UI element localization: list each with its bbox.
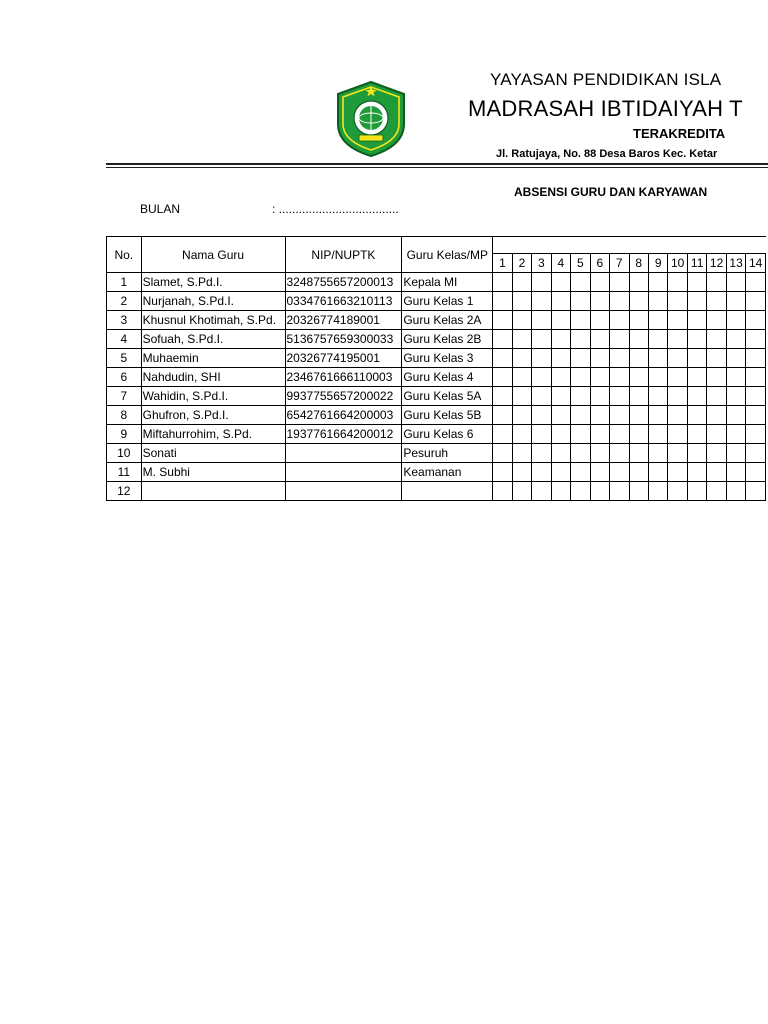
attendance-cell <box>707 387 726 406</box>
attendance-cell <box>707 444 726 463</box>
attendance-cell <box>629 387 648 406</box>
row-number: 8 <box>107 406 142 425</box>
attendance-cell <box>629 463 648 482</box>
month-value: : .................................... <box>272 202 399 216</box>
attendance-cell <box>746 368 766 387</box>
attendance-cell <box>512 273 531 292</box>
attendance-cell <box>532 444 551 463</box>
attendance-cell <box>493 273 512 292</box>
teacher-name: Ghufron, S.Pd.I. <box>141 406 285 425</box>
attendance-cell <box>629 406 648 425</box>
attendance-cell <box>551 444 570 463</box>
attendance-cell <box>629 273 648 292</box>
row-number: 9 <box>107 425 142 444</box>
attendance-cell <box>512 292 531 311</box>
attendance-cell <box>629 292 648 311</box>
attendance-cell <box>687 273 706 292</box>
table-row <box>107 482 766 501</box>
month-label: BULAN <box>140 202 181 216</box>
attendance-cell <box>648 406 667 425</box>
attendance-cell <box>571 311 590 330</box>
teacher-role: Guru Kelas 6 <box>402 425 493 444</box>
org-foundation-name: YAYASAN PENDIDIKAN ISLA <box>490 70 722 89</box>
attendance-cell <box>726 273 745 292</box>
attendance-cell <box>493 311 512 330</box>
attendance-cell <box>532 463 551 482</box>
attendance-cell <box>590 463 609 482</box>
table-row <box>107 368 766 387</box>
attendance-cell <box>726 387 745 406</box>
attendance-cell <box>687 368 706 387</box>
attendance-cell <box>571 349 590 368</box>
attendance-cell <box>668 425 687 444</box>
attendance-cell <box>687 406 706 425</box>
row-number: 10 <box>107 444 142 463</box>
attendance-cell <box>571 425 590 444</box>
attendance-cell <box>746 330 766 349</box>
attendance-cell <box>707 463 726 482</box>
attendance-cell <box>551 406 570 425</box>
attendance-cell <box>610 425 629 444</box>
attendance-cell <box>726 330 745 349</box>
column-header-name: Nama Guru <box>141 237 285 273</box>
table-row <box>107 444 766 463</box>
table-row <box>107 406 766 425</box>
table-row <box>107 311 766 330</box>
attendance-cell <box>493 463 512 482</box>
attendance-cell <box>493 387 512 406</box>
attendance-cell <box>590 330 609 349</box>
attendance-cell <box>493 406 512 425</box>
attendance-cell <box>571 444 590 463</box>
column-header-no: No. <box>107 237 142 273</box>
attendance-cell <box>493 425 512 444</box>
attendance-cell <box>687 349 706 368</box>
attendance-cell <box>707 425 726 444</box>
day-header-9: 9 <box>648 254 667 273</box>
attendance-cell <box>726 292 745 311</box>
nip-nuptk <box>285 463 402 482</box>
attendance-cell <box>512 349 531 368</box>
attendance-cell <box>493 330 512 349</box>
table-row <box>107 463 766 482</box>
teacher-name: M. Subhi <box>141 463 285 482</box>
attendance-cell <box>668 406 687 425</box>
attendance-cell <box>707 311 726 330</box>
attendance-cell <box>551 273 570 292</box>
nip-nuptk: 5136757659300033 <box>285 330 402 349</box>
attendance-cell <box>590 444 609 463</box>
attendance-cell <box>648 368 667 387</box>
attendance-cell <box>707 406 726 425</box>
attendance-cell <box>590 482 609 501</box>
teacher-role: Kepala MI <box>402 273 493 292</box>
attendance-cell <box>687 444 706 463</box>
attendance-cell <box>726 463 745 482</box>
attendance-cell <box>590 292 609 311</box>
attendance-cell <box>648 292 667 311</box>
nip-nuptk <box>285 444 402 463</box>
attendance-cell <box>726 311 745 330</box>
attendance-cell <box>590 349 609 368</box>
row-number: 6 <box>107 368 142 387</box>
attendance-cell <box>551 482 570 501</box>
row-number: 4 <box>107 330 142 349</box>
attendance-cell <box>571 482 590 501</box>
day-header-10: 10 <box>668 254 687 273</box>
teacher-name: Sonati <box>141 444 285 463</box>
attendance-cell <box>551 368 570 387</box>
attendance-cell <box>746 463 766 482</box>
attendance-cell <box>571 292 590 311</box>
attendance-cell <box>648 349 667 368</box>
attendance-cell <box>532 349 551 368</box>
teacher-name: Nahdudin, SHI <box>141 368 285 387</box>
attendance-table-body <box>107 273 766 501</box>
teacher-name: Miftahurrohim, S.Pd. <box>141 425 285 444</box>
teacher-name: Nurjanah, S.Pd.I. <box>141 292 285 311</box>
attendance-cell <box>610 349 629 368</box>
teacher-role: Guru Kelas 2A <box>402 311 493 330</box>
nip-nuptk: 0334761663210113 <box>285 292 402 311</box>
teacher-role <box>402 482 493 501</box>
attendance-cell <box>687 425 706 444</box>
attendance-cell <box>648 482 667 501</box>
attendance-cell <box>648 463 667 482</box>
table-row <box>107 387 766 406</box>
attendance-cell <box>512 368 531 387</box>
row-number: 7 <box>107 387 142 406</box>
day-header-2: 2 <box>512 254 531 273</box>
row-number: 5 <box>107 349 142 368</box>
day-header-3: 3 <box>532 254 551 273</box>
teacher-role: Guru Kelas 5A <box>402 387 493 406</box>
attendance-cell <box>726 444 745 463</box>
attendance-cell <box>668 311 687 330</box>
teacher-name: Wahidin, S.Pd.I. <box>141 387 285 406</box>
attendance-cell <box>493 444 512 463</box>
attendance-cell <box>532 330 551 349</box>
row-number: 2 <box>107 292 142 311</box>
attendance-cell <box>551 311 570 330</box>
attendance-cell <box>512 311 531 330</box>
attendance-cell <box>610 444 629 463</box>
madrasah-shield-logo <box>330 78 412 158</box>
nip-nuptk <box>285 482 402 501</box>
attendance-cell <box>668 444 687 463</box>
teacher-name: Slamet, S.Pd.I. <box>141 273 285 292</box>
attendance-cell <box>746 406 766 425</box>
attendance-cell <box>726 406 745 425</box>
attendance-cell <box>668 368 687 387</box>
attendance-cell <box>629 330 648 349</box>
attendance-cell <box>746 292 766 311</box>
attendance-cell <box>532 387 551 406</box>
attendance-cell <box>493 482 512 501</box>
attendance-cell <box>610 330 629 349</box>
attendance-cell <box>493 292 512 311</box>
row-number: 3 <box>107 311 142 330</box>
accreditation-text: TERAKREDITA <box>633 126 726 141</box>
day-header-13: 13 <box>726 254 745 273</box>
teacher-name: Muhaemin <box>141 349 285 368</box>
school-name: MADRASAH IBTIDAIYAH T <box>468 96 743 121</box>
day-header-8: 8 <box>629 254 648 273</box>
row-number: 1 <box>107 273 142 292</box>
nip-nuptk: 3248755657200013 <box>285 273 402 292</box>
attendance-cell <box>687 292 706 311</box>
nip-nuptk: 2346761666110003 <box>285 368 402 387</box>
teacher-role: Guru Kelas 3 <box>402 349 493 368</box>
attendance-cell <box>610 368 629 387</box>
attendance-cell <box>551 330 570 349</box>
attendance-cell <box>726 368 745 387</box>
attendance-cell <box>746 311 766 330</box>
attendance-cell <box>571 368 590 387</box>
attendance-cell <box>610 311 629 330</box>
table-row <box>107 425 766 444</box>
column-header-role: Guru Kelas/MP <box>402 237 493 273</box>
school-address: Jl. Ratujaya, No. 88 Desa Baros Kec. Ketar <box>496 148 718 160</box>
attendance-cell <box>610 482 629 501</box>
attendance-cell <box>590 406 609 425</box>
day-header-12: 12 <box>707 254 726 273</box>
attendance-cell <box>493 349 512 368</box>
attendance-cell <box>668 463 687 482</box>
teacher-role: Guru Kelas 2B <box>402 330 493 349</box>
attendance-cell <box>648 444 667 463</box>
days-group-header <box>493 237 766 254</box>
attendance-cell <box>629 425 648 444</box>
attendance-cell <box>629 444 648 463</box>
day-header-5: 5 <box>571 254 590 273</box>
attendance-cell <box>648 273 667 292</box>
nip-nuptk: 6542761664200003 <box>285 406 402 425</box>
attendance-cell <box>512 387 531 406</box>
header-divider-thin <box>106 167 768 168</box>
attendance-cell <box>648 311 667 330</box>
attendance-cell <box>493 368 512 387</box>
attendance-cell <box>668 349 687 368</box>
nip-nuptk: 20326774189001 <box>285 311 402 330</box>
teacher-role: Keamanan <box>402 463 493 482</box>
attendance-cell <box>726 482 745 501</box>
attendance-cell <box>512 425 531 444</box>
attendance-cell <box>571 463 590 482</box>
attendance-cell <box>687 311 706 330</box>
attendance-cell <box>687 330 706 349</box>
attendance-cell <box>707 330 726 349</box>
attendance-cell <box>746 349 766 368</box>
attendance-cell <box>551 425 570 444</box>
day-header-6: 6 <box>590 254 609 273</box>
attendance-cell <box>746 387 766 406</box>
attendance-cell <box>668 482 687 501</box>
attendance-cell <box>687 387 706 406</box>
table-row <box>107 349 766 368</box>
header-divider-thick <box>106 163 768 165</box>
attendance-cell <box>707 349 726 368</box>
attendance-cell <box>707 482 726 501</box>
attendance-cell <box>687 482 706 501</box>
attendance-cell <box>746 482 766 501</box>
attendance-cell <box>610 463 629 482</box>
attendance-cell <box>571 273 590 292</box>
day-header-11: 11 <box>687 254 706 273</box>
attendance-cell <box>532 425 551 444</box>
attendance-cell <box>551 387 570 406</box>
teacher-role: Guru Kelas 1 <box>402 292 493 311</box>
attendance-cell <box>610 406 629 425</box>
attendance-cell <box>726 349 745 368</box>
attendance-cell <box>590 368 609 387</box>
attendance-cell <box>532 292 551 311</box>
document-title: ABSENSI GURU DAN KARYAWAN <box>514 185 708 199</box>
teacher-role: Guru Kelas 5B <box>402 406 493 425</box>
attendance-cell <box>590 387 609 406</box>
row-number: 11 <box>107 463 142 482</box>
teacher-name: Khusnul Khotimah, S.Pd. <box>141 311 285 330</box>
nip-nuptk: 20326774195001 <box>285 349 402 368</box>
attendance-cell <box>512 463 531 482</box>
teacher-name: Sofuah, S.Pd.I. <box>141 330 285 349</box>
attendance-cell <box>571 330 590 349</box>
attendance-cell <box>668 292 687 311</box>
attendance-cell <box>532 273 551 292</box>
attendance-cell <box>668 387 687 406</box>
attendance-table <box>106 236 766 501</box>
teacher-name <box>141 482 285 501</box>
attendance-cell <box>629 482 648 501</box>
table-row <box>107 292 766 311</box>
table-row <box>107 330 766 349</box>
attendance-cell <box>532 368 551 387</box>
attendance-cell <box>726 425 745 444</box>
attendance-cell <box>551 349 570 368</box>
attendance-cell <box>629 311 648 330</box>
table-row <box>107 273 766 292</box>
attendance-cell <box>532 482 551 501</box>
attendance-cell <box>532 406 551 425</box>
attendance-cell <box>746 425 766 444</box>
attendance-cell <box>610 292 629 311</box>
attendance-cell <box>512 482 531 501</box>
attendance-cell <box>707 292 726 311</box>
attendance-cell <box>571 387 590 406</box>
attendance-cell <box>590 273 609 292</box>
attendance-cell <box>551 292 570 311</box>
teacher-role: Pesuruh <box>402 444 493 463</box>
nip-nuptk: 9937755657200022 <box>285 387 402 406</box>
attendance-cell <box>707 273 726 292</box>
day-header-7: 7 <box>610 254 629 273</box>
attendance-cell <box>571 406 590 425</box>
attendance-cell <box>610 273 629 292</box>
attendance-cell <box>512 330 531 349</box>
nip-nuptk: 1937761664200012 <box>285 425 402 444</box>
attendance-cell <box>590 311 609 330</box>
attendance-cell <box>648 425 667 444</box>
attendance-cell <box>648 330 667 349</box>
attendance-cell <box>512 406 531 425</box>
attendance-cell <box>610 387 629 406</box>
attendance-cell <box>629 368 648 387</box>
attendance-cell <box>687 463 706 482</box>
attendance-cell <box>707 368 726 387</box>
day-header-14: 14 <box>746 254 766 273</box>
attendance-cell <box>668 330 687 349</box>
attendance-cell <box>551 463 570 482</box>
row-number: 12 <box>107 482 142 501</box>
attendance-cell <box>532 311 551 330</box>
attendance-cell <box>648 387 667 406</box>
attendance-cell <box>629 349 648 368</box>
day-header-4: 4 <box>551 254 570 273</box>
attendance-cell <box>590 425 609 444</box>
attendance-cell <box>746 273 766 292</box>
teacher-role: Guru Kelas 4 <box>402 368 493 387</box>
attendance-cell <box>746 444 766 463</box>
attendance-cell <box>512 444 531 463</box>
attendance-table-wrapper <box>106 236 768 501</box>
column-header-nip: NIP/NUPTK <box>285 237 402 273</box>
day-header-1: 1 <box>493 254 512 273</box>
attendance-cell <box>668 273 687 292</box>
